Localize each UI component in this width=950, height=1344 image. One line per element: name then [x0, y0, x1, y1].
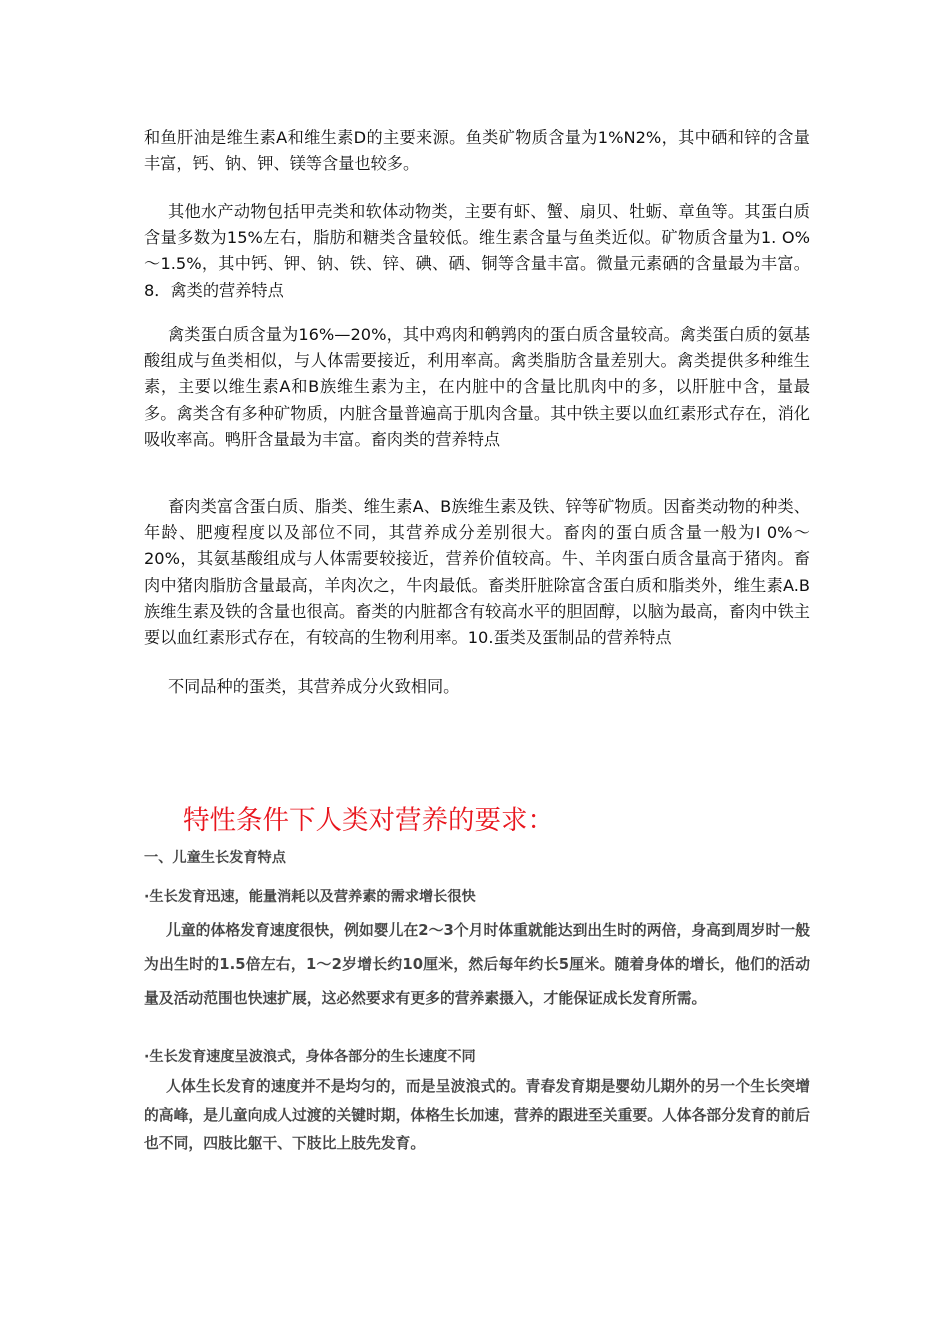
section-title: 一、儿童生长发育特点 — [144, 850, 286, 866]
paragraph-fish-vitamins: 和鱼肝油是维生素A和维生素D的主要来源。鱼类矿物质含量为1%N2%，其中硒和锌的含量丰富，钙、钠、钾、镁等含量也较多。 — [144, 128, 810, 174]
paragraph-growth-rate: 儿童的体格发育速度很快，例如婴儿在2～3个月时体重就能达到出生时的两倍，身高到周岁时一般为出生时的1.5倍左右，1～2岁增长约10厘米，然后每年约长5厘米。随着身体的增长，他们的活动量及活动范围也快速扩展，这必然要求有更多的营养素摄入，才能保证成长发育所需。 — [144, 922, 810, 1008]
paragraph-aquatic-animals: 其他水产动物包括甲壳类和软体动物类，主要有虾、蟹、扇贝、牡蛎、章鱼等。其蛋白质含量多数为15%左右，脂肪和糖类含量较低。维生素含量与鱼类近似。矿物质含量为1. O%～1.5%，其中钙、钾、钠、铁、锌、碘、硒、铜等含量丰富。微量元素硒的含量最为丰富。8．禽类的营养特点 — [144, 202, 810, 300]
paragraph-growth-pattern: 人体生长发育的速度并不是均匀的，而是呈波浪式的。青春发育期是婴幼儿期外的另一个生长突增的高峰，是儿童向成人过渡的关键时期，体格生长加速，营养的跟进至关重要。人体各部分发育的前后也不同，四肢比躯干、下肢比上肢先发育。 — [144, 1078, 810, 1152]
subsection-title-growth-rate: ·生长发育迅速，能量消耗以及营养素的需求增长很快 — [144, 889, 476, 905]
paragraph-livestock-meat: 畜肉类富含蛋白质、脂类、维生素A、B族维生素及铁、锌等矿物质。因畜类动物的种类、年龄、肥瘦程度以及部位不同，其营养成分差别很大。畜肉的蛋白质含量一般为I 0%～20%，其氨基酸组成与人体需要较接近，营养价值较高。牛、羊肉蛋白质含量高于猪肉。畜肉中猪肉脂肪含量最高，羊肉次之，牛肉最低。畜类肝脏除富含蛋白质和脂类外，维生素A.B族维生素及铁的含量也很高。畜类的内脏都含有较高水平的胆固醇，以脑为最高，畜肉中铁主要以血红素形式存在，有较高的生物利用率。10.蛋类及蛋制品的营养特点 — [144, 497, 810, 648]
subsection-title-growth-pattern: ·生长发育速度呈波浪式，身体各部分的生长速度不同 — [144, 1049, 476, 1065]
paragraph-eggs: 不同品种的蛋类，其营养成分火致相同。 — [168, 677, 460, 696]
paragraph-poultry: 禽类蛋白质含量为16%—20%，其中鸡肉和鹌鹑肉的蛋白质含量较高。禽类蛋白质的氨基酸组成与鱼类相似，与人体需要接近，利用率高。禽类脂肪含量差别大。禽类提供多种维生素，主要以维生素A和B族维生素为主，在内脏中的含量比肌肉中的多，以肝脏中含，量最多。禽类含有多种矿物质，内脏含量普遍高于肌肉含量。其中铁主要以血红素形式存在，消化吸收率高。鸭肝含量最为丰富。畜肉类的营养特点 — [144, 325, 810, 449]
article-heading: 特性条件下人类对营养的要求： — [183, 805, 554, 836]
